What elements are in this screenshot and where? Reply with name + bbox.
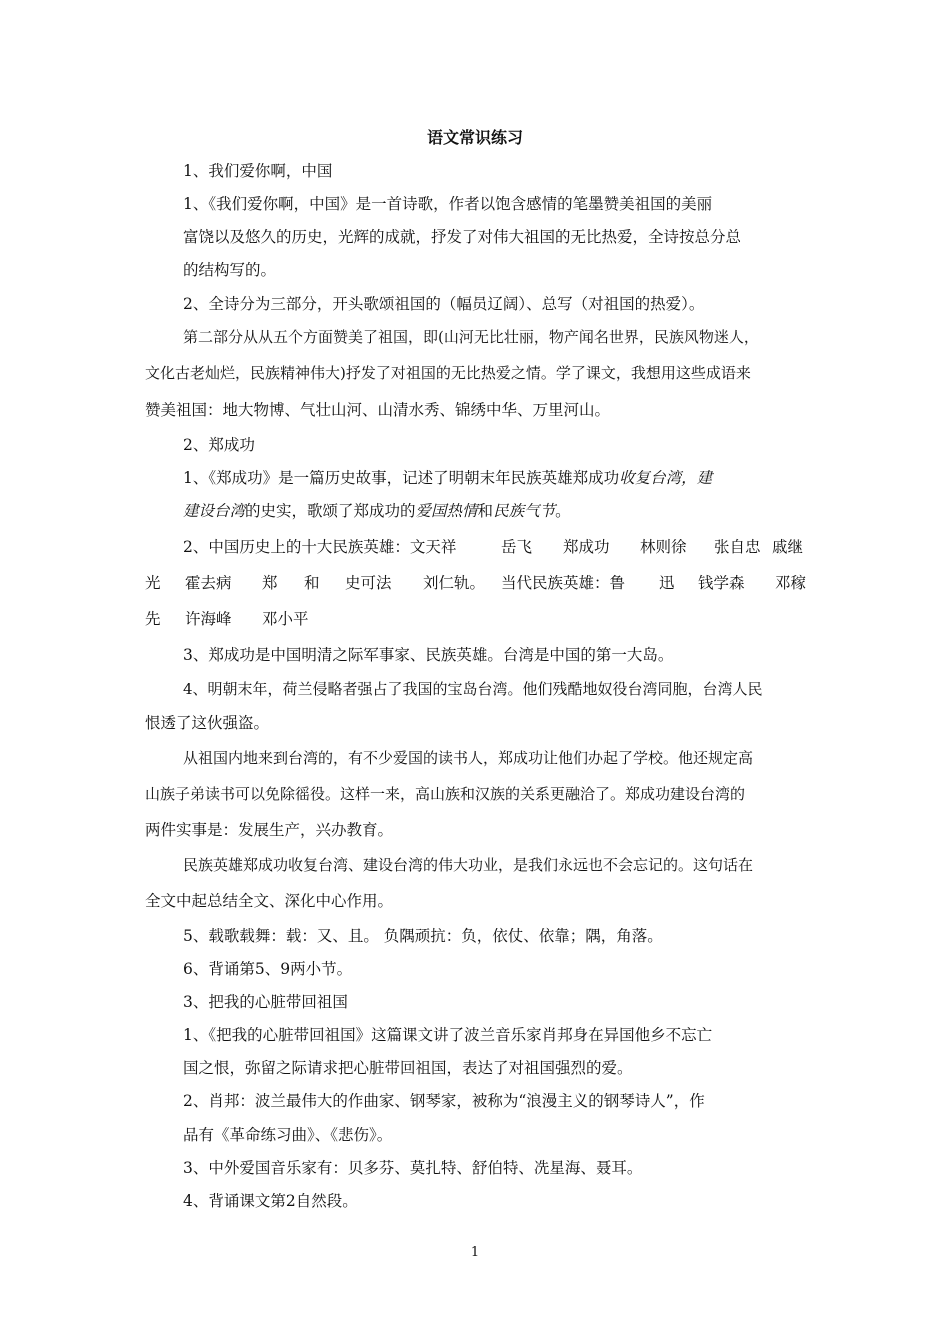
paragraph-line: 5、载歌载舞：载：又、且。 负隅顽抗：负，依仗、依靠；隅，角落。 xyxy=(183,927,663,945)
paragraph-line: 2、肖邦：波兰最伟大的作曲家、钢琴家，被称为“浪漫主义的钢琴诗人”，作 xyxy=(183,1092,705,1110)
paragraph-line: 从祖国内地来到台湾的，有不少爱国的读书人，郑成功让他们办起了学校。他还规定高 xyxy=(183,749,754,767)
italic-text-run: 爱国热情 xyxy=(415,502,478,520)
paragraph-line: 1、《把我的心脏带回祖国》这篇课文讲了波兰音乐家肖邦身在异国他乡不忘亡 xyxy=(183,1026,713,1044)
hero-name: 郑 xyxy=(262,574,278,592)
paragraph-line: 第二部分从从五个方面赞美了祖国，即(山河无比壮丽，物产闻名世界，民族风物迷人， xyxy=(183,328,759,346)
hero-list-line: 当代民族英雄：鲁 xyxy=(501,574,626,592)
hero-name: 邓稼 xyxy=(775,574,807,592)
document-title: 语文常识练习 xyxy=(426,128,523,147)
italic-text-run: 民族气节 xyxy=(493,502,556,520)
hero-name: 史可法 xyxy=(345,574,392,592)
hero-name: 戚继 xyxy=(772,538,804,556)
paragraph-line: 3、郑成功是中国明清之际军事家、民族英雄。台湾是中国的第一大岛。 xyxy=(183,646,674,664)
page-number: 1 xyxy=(470,1245,480,1260)
hero-name: 迅 xyxy=(659,574,675,592)
italic-text-run: 收复台湾，建 xyxy=(619,469,713,487)
hero-name: 先 xyxy=(145,610,161,628)
hero-name: 张自忠 xyxy=(714,538,761,556)
text-run: 1、《郑成功》是一篇历史故事，记述了明朝末年民族英雄郑成功 xyxy=(183,469,620,487)
text-run: 。 xyxy=(555,502,571,520)
paragraph-line: 品有《革命练习曲》、《悲伤》。 xyxy=(183,1126,393,1144)
hero-name: 郑成功 xyxy=(563,538,610,556)
paragraph-line xyxy=(183,467,712,489)
paragraph-line: 2、全诗分为三部分，开头歌颂祖国的（幅员辽阔）、总写（对祖国的热爱）。 xyxy=(183,295,705,313)
hero-name: 钱学森 xyxy=(698,574,745,592)
hero-name: 刘仁轨。 xyxy=(423,574,486,592)
paragraph-line xyxy=(183,500,571,522)
paragraph-line: 3、中外爱国音乐家有：贝多芬、莫扎特、舒伯特、冼星海、聂耳。 xyxy=(183,1159,643,1177)
text-run: 和 xyxy=(477,502,494,520)
hero-name: 光 xyxy=(145,574,161,592)
paragraph-line: 全文中起总结全文、深化中心作用。 xyxy=(145,892,394,910)
section-heading-1: 1、我们爱你啊，中国 xyxy=(183,162,333,180)
hero-name: 许海峰 xyxy=(185,610,232,628)
paragraph-line: 恨透了这伙强盗。 xyxy=(145,714,270,732)
paragraph-line: 1、《我们爱你啊，中国》是一首诗歌，作者以饱含感情的笔墨赞美祖国的美丽 xyxy=(183,195,713,213)
hero-name: 霍去病 xyxy=(185,574,232,592)
text-run: 的史实，歌颂了郑成功的 xyxy=(245,502,416,520)
section-heading-2: 2、郑成功 xyxy=(183,436,255,454)
hero-name: 林则徐 xyxy=(640,538,687,556)
paragraph-line: 国之恨，弥留之际请求把心脏带回祖国，表达了对祖国强烈的爱。 xyxy=(183,1059,633,1077)
paragraph-line: 文化古老灿烂，民族精神伟大)抒发了对祖国的无比热爱之情。学了课文，我想用这些成语来 xyxy=(145,364,751,382)
italic-text-run: 建设台湾 xyxy=(183,502,246,520)
hero-name: 岳飞 xyxy=(501,538,533,556)
paragraph-line: 赞美祖国：地大物博、气壮山河、山清水秀、锦绣中华、万里河山。 xyxy=(145,401,611,419)
paragraph-line: 4、明朝末年，荷兰侵略者强占了我国的宝岛台湾。他们残酷地奴役台湾同胞，台湾人民 xyxy=(183,680,763,698)
paragraph-line: 富饶以及悠久的历史，光辉的成就，抒发了对伟大祖国的无比热爱，全诗按总分总 xyxy=(183,228,742,246)
paragraph-line: 6、背诵第5、9两小节。 xyxy=(183,960,353,978)
paragraph-line: 4、背诵课文第2自然段。 xyxy=(183,1192,358,1210)
hero-name: 邓小平 xyxy=(262,610,309,628)
paragraph-line: 的结构写的。 xyxy=(183,261,277,279)
paragraph-line: 两件实事是：发展生产，兴办教育。 xyxy=(145,821,394,839)
paragraph-line: 山族子弟读书可以免除徭役。这样一来，高山族和汉族的关系更融洽了。郑成功建设台湾的 xyxy=(145,785,746,803)
hero-name: 和 xyxy=(304,574,320,592)
paragraph-line: 民族英雄郑成功收复台湾、建设台湾的伟大功业，是我们永远也不会忘记的。这句话在 xyxy=(183,856,754,874)
section-heading-3: 3、把我的心脏带回祖国 xyxy=(183,993,348,1011)
hero-list-line: 2、中国历史上的十大民族英雄：文天祥 xyxy=(183,538,457,556)
